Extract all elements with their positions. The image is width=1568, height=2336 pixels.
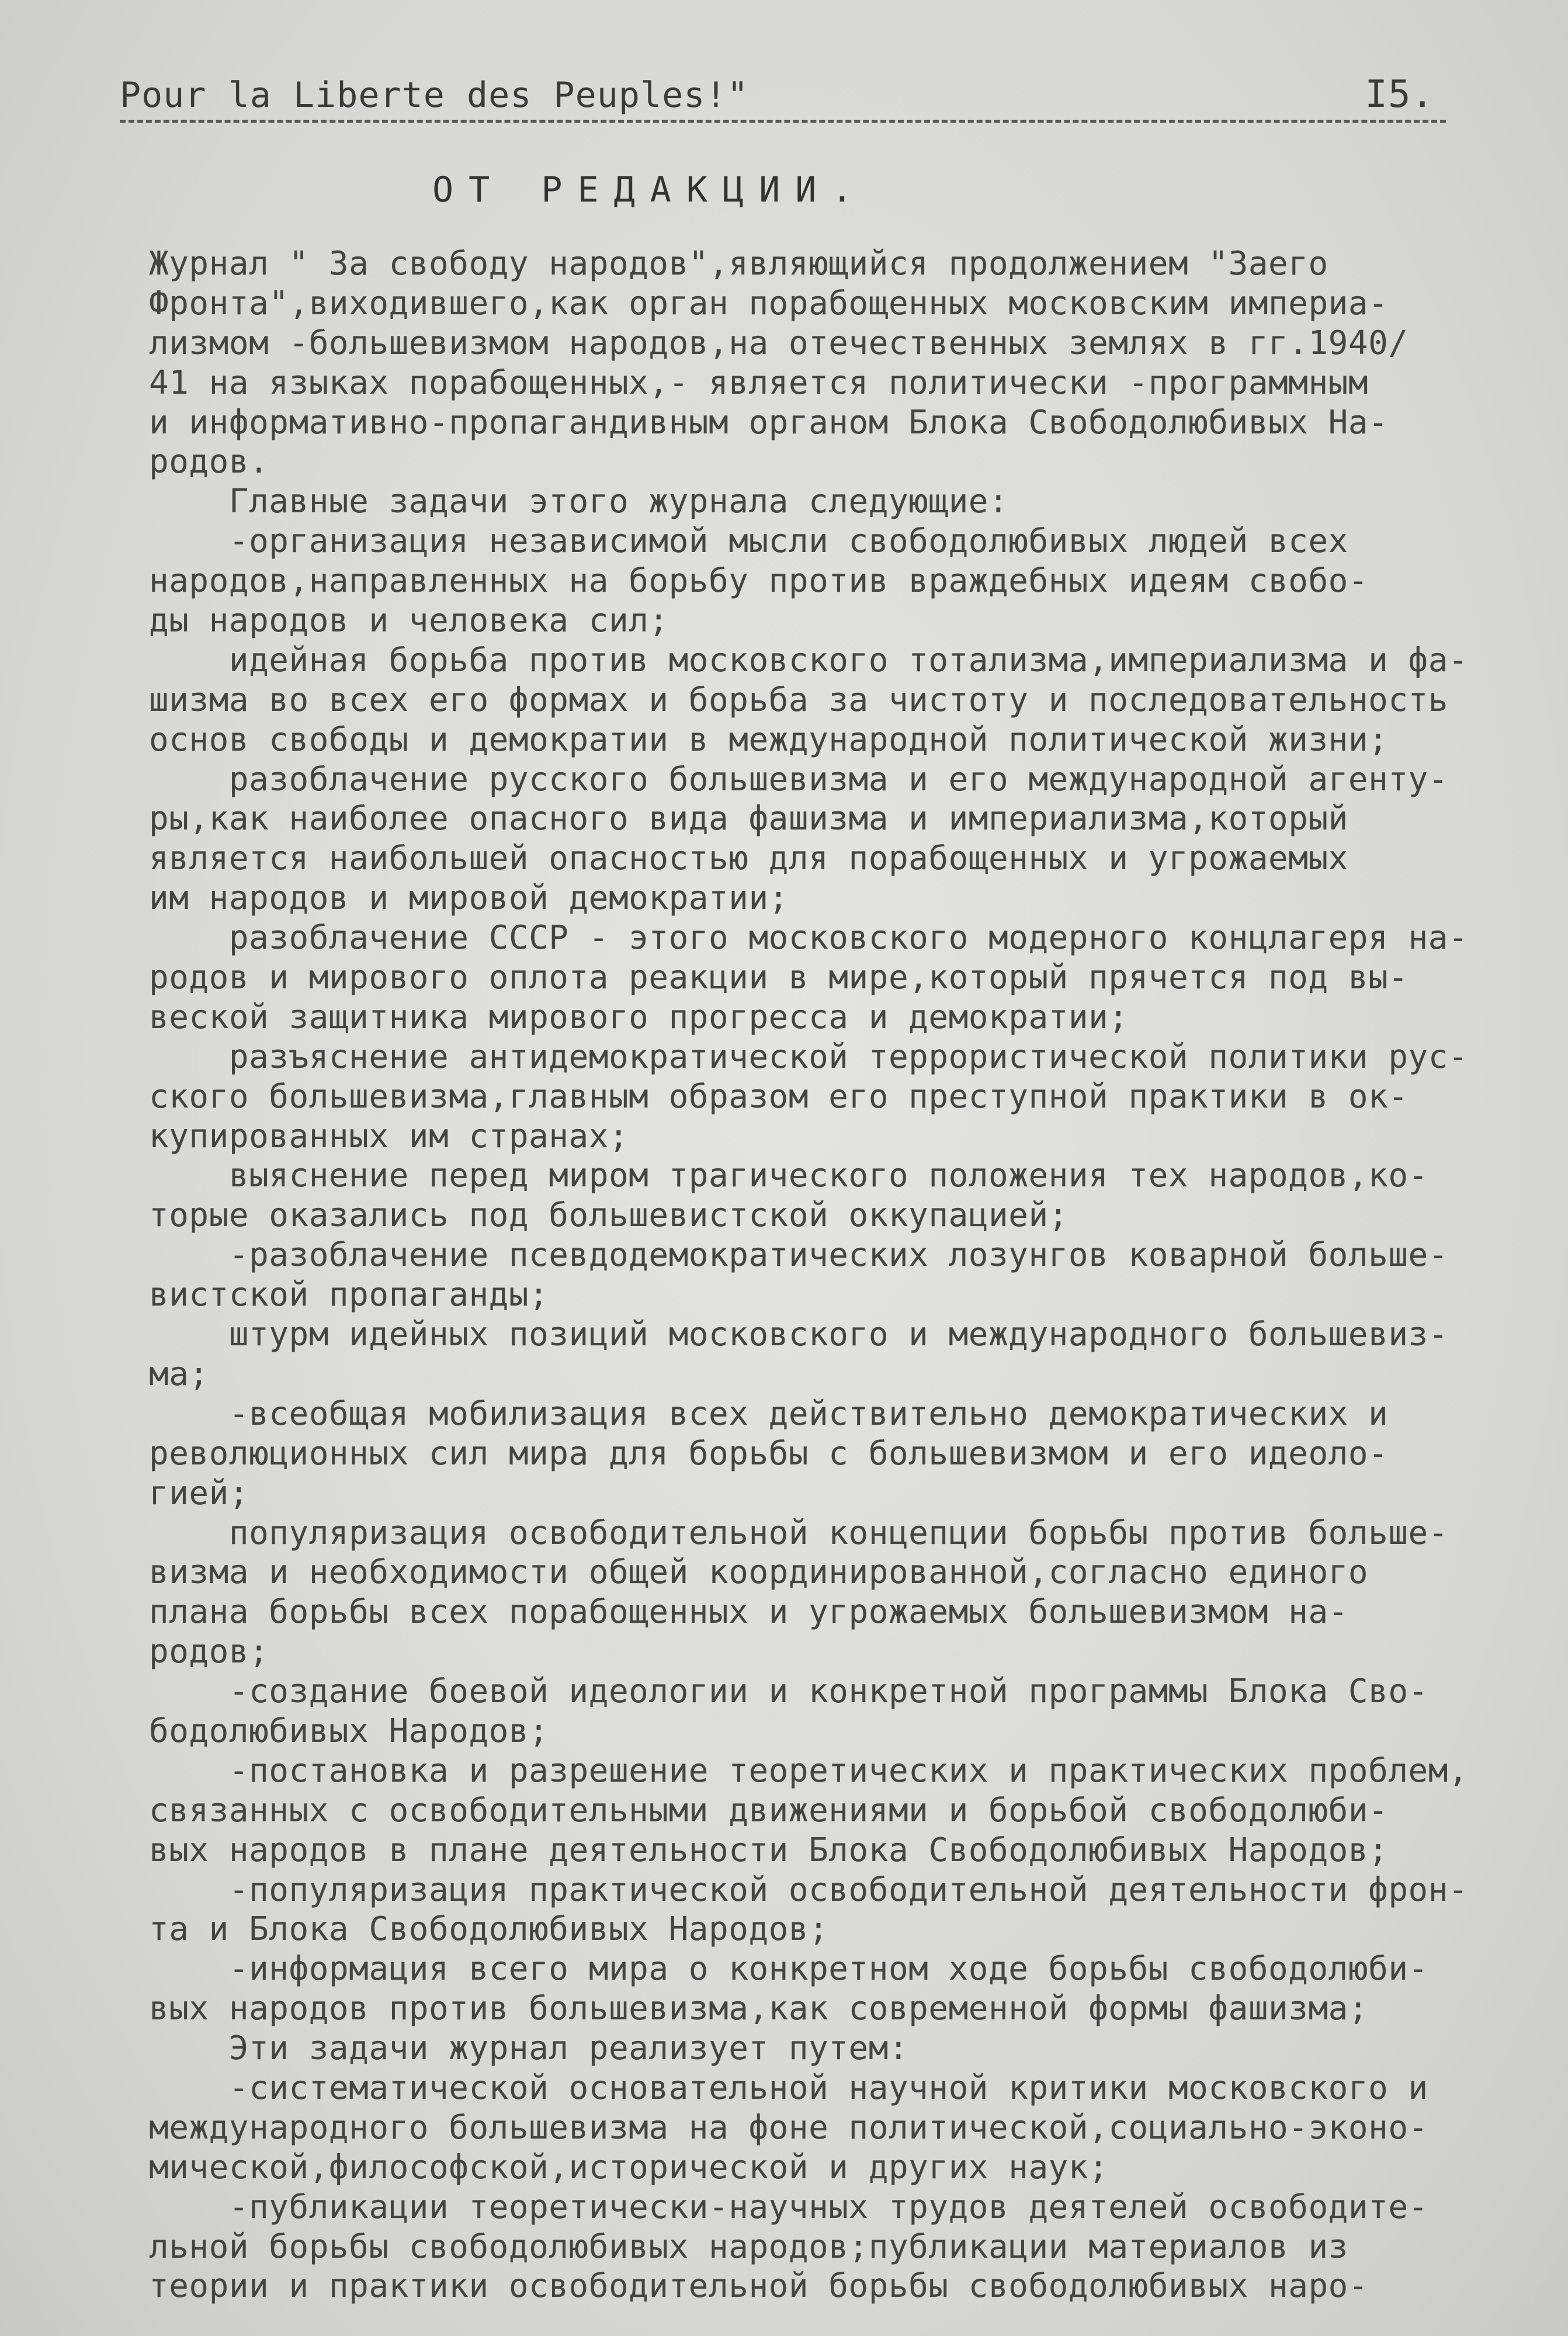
text-line: -разоблачение псевдодемократических лозунгов коварной больше- — [149, 1236, 1448, 1275]
text-line: вистской пропаганды; — [149, 1276, 549, 1314]
text-line: ды народов и человека сил; — [149, 602, 669, 640]
text-line: разоблачение СССР - этого московского модерного концлагеря на- — [149, 919, 1469, 957]
text-line: та и Блока Свободолюбивых Народов; — [149, 1910, 829, 1949]
text-line: Главные задачи этого журнала следующие: — [149, 483, 1009, 521]
text-line: гией; — [149, 1474, 249, 1512]
text-line: ского большевизма,главным образом его преступной практики в ок- — [149, 1077, 1409, 1116]
text-line: революционных сил мира для борьбы с большевизмом и его идеоло- — [149, 1434, 1389, 1473]
text-line: визма и необходимости общей координированной,согласно единого — [149, 1553, 1369, 1592]
text-line: льной борьбы свободолюбивых народов;публикации материалов из — [149, 2227, 1348, 2266]
text-line: Эти задачи журнал реализует путем: — [149, 2029, 909, 2068]
text-line: вых народов в плане деятельности Блока Свободолюбивых Народов; — [149, 1831, 1389, 1869]
text-line: народов,направленных на борьбу против враждебных идеям свобо- — [149, 562, 1369, 601]
header-journal-title: Pour la Liberte des Peuples!" — [120, 75, 749, 116]
text-line: международного большевизма на фоне политической,социально-эконо- — [149, 2108, 1428, 2147]
text-line: мической,философской,исторической и других наук; — [149, 2148, 1109, 2186]
running-header — [120, 73, 1446, 123]
text-line: разоблачение русского большевизма и его международной агенту- — [149, 760, 1448, 799]
text-line: -популяризация практической освободительной деятельности фрон- — [149, 1870, 1469, 1909]
text-line: теории и практики освободительной борьбы свободолюбивых наро- — [149, 2267, 1369, 2306]
text-line: является наибольшей опасностью для порабощенных и угрожаемых — [149, 839, 1348, 878]
text-line: шизма во всех его формах и борьба за чистоту и последовательность — [149, 681, 1448, 719]
text-line: основ свободы и демократии в международной политической жизни; — [149, 720, 1389, 759]
text-line: торые оказались под большевистской оккупацией; — [149, 1196, 1069, 1235]
text-line: плана борьбы всех порабощенных и угрожаемых большевизмом на- — [149, 1593, 1348, 1632]
text-line: -систематической основательной научной критики московского и — [149, 2068, 1428, 2107]
page-number: I5. — [1365, 73, 1434, 116]
text-line: связанных с освободительными движениями и борьбой свободолюби- — [149, 1791, 1389, 1830]
text-line: выяснение перед миром трагического положения тех народов,ко- — [149, 1157, 1428, 1195]
text-line: ры,как наиболее опасного вида фашизма и империализма,который — [149, 800, 1348, 838]
text-line: -информация всего мира о конкретном ходе борьбы свободолюби- — [149, 1950, 1428, 1988]
text-line: -постановка и разрешение теоретических и практических проблем, — [149, 1751, 1469, 1790]
text-line: вых народов против большевизма,как современной формы фашизма; — [149, 1990, 1369, 2028]
text-line: купированных им странах; — [149, 1117, 629, 1155]
text-line: Фронта",виходившего,как орган порабощенных московским империа- — [149, 284, 1389, 322]
text-line: и информативно-пропагандивным органом Блока Свободолюбивых На- — [149, 403, 1389, 442]
text-line: -создание боевой идеологии и конкретной программы Блока Сво- — [149, 1672, 1428, 1711]
text-line: родов и мирового оплота реакции в мире,который прячется под вы- — [149, 959, 1409, 997]
text-line: штурм идейных позиций московского и международного большевиз- — [149, 1315, 1448, 1354]
text-line: 41 на языках порабощенных,- является политически -программным — [149, 363, 1369, 402]
text-line: родов. — [149, 443, 269, 481]
text-line: им народов и мировой демократии; — [149, 879, 789, 918]
text-line: веской защитника мирового прогресса и демократии; — [149, 998, 1129, 1036]
text-line: разъяснение антидемократической террористической политики рус- — [149, 1037, 1469, 1076]
text-line: ма; — [149, 1355, 209, 1393]
text-line: популяризация освободительной концепции борьбы против больше- — [149, 1514, 1448, 1552]
text-line: лизмом -большевизмом народов,на отечественных землях в гг.1940/ — [149, 324, 1409, 362]
text-line: родов; — [149, 1633, 269, 1671]
article-title: ОТ РЕДАКЦИИ. — [432, 169, 868, 210]
article-body — [149, 244, 1469, 2306]
text-line: идейная борьба против московского тотализма,империализма и фа- — [149, 641, 1469, 679]
text-line: бодолюбивых Народов; — [149, 1712, 549, 1750]
text-line: -организация независимой мысли свободолюбивых людей всех — [149, 522, 1348, 561]
text-line: -всеобщая мобилизация всех действительно демократических и — [149, 1394, 1389, 1433]
text-line: Журнал " За свободу народов",являющийся продолжением "Заего — [149, 245, 1328, 283]
text-line: -публикации теоретически-научных трудов деятелей освободите- — [149, 2188, 1428, 2226]
